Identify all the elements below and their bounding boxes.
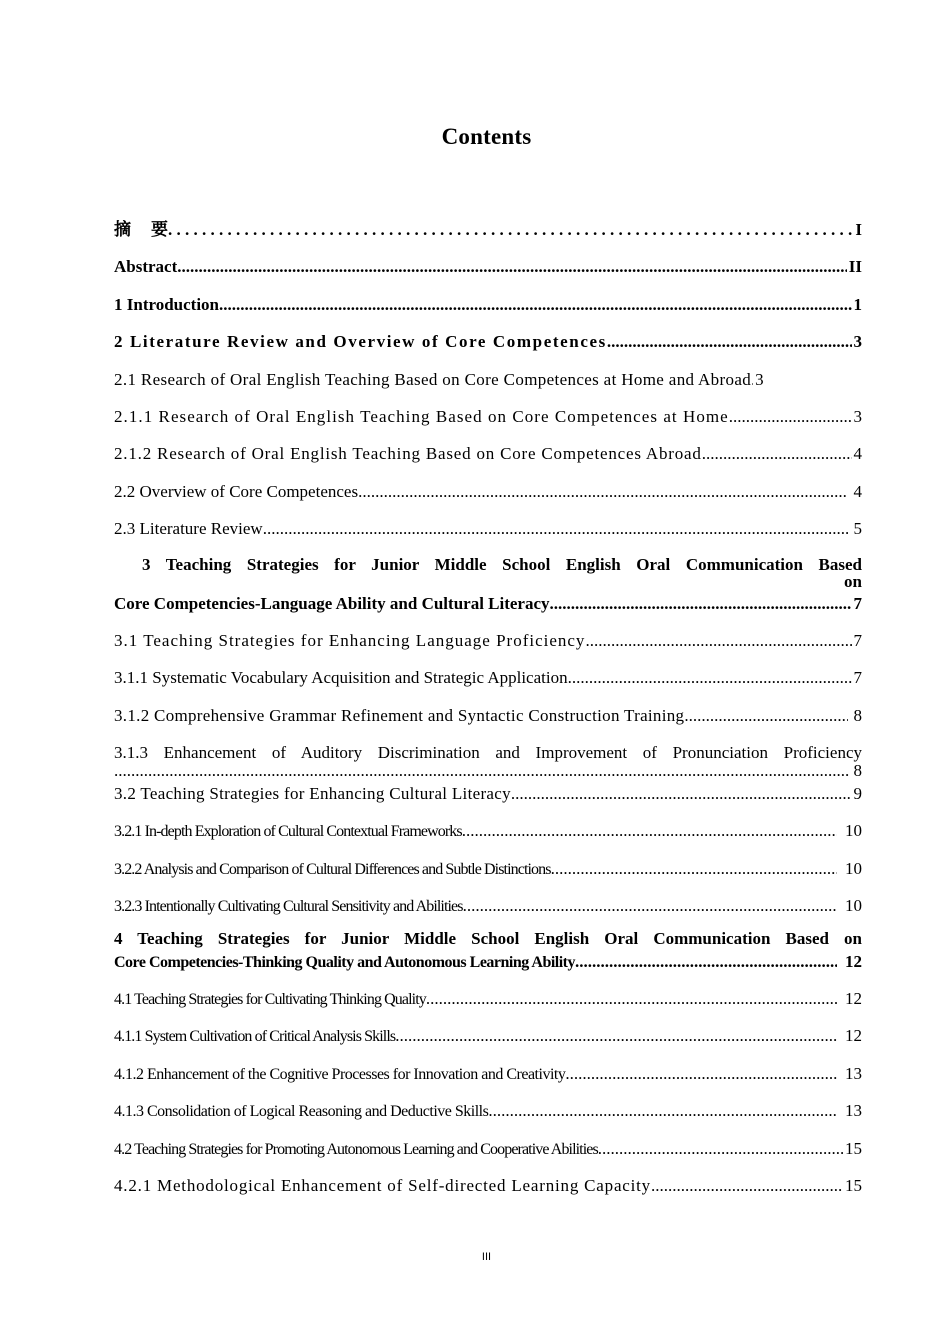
dot-leader xyxy=(598,1135,843,1163)
toc-entry-title: 2 Literature Review and Overview of Core Competences xyxy=(114,332,607,352)
toc-entry-title: 4.1 Teaching Strategies for Cultivating Thinking Quality xyxy=(114,991,426,1009)
toc-entry-page: 7 xyxy=(853,668,862,688)
toc-entry-2[interactable] xyxy=(114,328,862,365)
toc-entry-4-1-1[interactable] xyxy=(114,1022,862,1059)
toc-entry-4-1[interactable] xyxy=(114,985,862,1022)
dot-leader xyxy=(114,762,850,780)
toc-entry-2-2[interactable] xyxy=(114,478,862,515)
toc-entry-page: 12 xyxy=(845,951,862,971)
toc-entry-1[interactable] xyxy=(114,291,862,328)
dot-leader xyxy=(463,892,837,920)
toc-entry-title: 4.2 Teaching Strategies for Promoting Autonomous Learning and Cooperative Abilities xyxy=(114,1140,598,1158)
toc-entry-title: Abstract xyxy=(114,257,178,277)
toc-entry-page: 10 xyxy=(845,896,862,916)
toc-entry-page: 7 xyxy=(853,630,862,650)
toc-entry-page: 8 xyxy=(853,705,862,725)
toc-entry-page: 1 xyxy=(853,294,862,314)
toc-entry-title: 4.1.3 Consolidation of Logical Reasoning and Deductive Skills xyxy=(114,1103,489,1121)
dot-leader xyxy=(426,985,837,1013)
dot-leader xyxy=(219,291,851,319)
toc-entry-page: 7 xyxy=(853,593,862,613)
toc-entry-page: 12 xyxy=(845,989,862,1009)
toc-entry-title: 摘 要 xyxy=(114,220,168,240)
toc-entry-page: 15 xyxy=(845,1175,862,1195)
toc-entry-page: 9 xyxy=(853,784,862,804)
toc-entry-title: 1 Introduction xyxy=(114,294,220,314)
toc-entry-3-2-2[interactable] xyxy=(114,855,862,892)
dot-leader xyxy=(551,855,837,883)
toc-entry-title: 3.2.1 In-depth Exploration of Cultural Contextual Frameworks xyxy=(114,823,462,841)
page-number: III xyxy=(481,1251,492,1263)
toc-entry-2-1-2[interactable] xyxy=(114,440,862,477)
dot-leader xyxy=(651,1172,843,1200)
toc-entry-2-1-1[interactable] xyxy=(114,403,862,440)
dot-leader xyxy=(702,440,852,468)
toc-entry-page: 3 xyxy=(853,406,862,426)
toc-entry-page: 13 xyxy=(845,1101,862,1121)
toc-entry-4[interactable] xyxy=(114,930,862,948)
toc-entry-title: 2.3 Literature Review xyxy=(114,519,263,539)
toc-entry-2-3[interactable] xyxy=(114,515,862,552)
toc-entry-title-line2: Core Competencies-Language Ability and Cultural Literacy xyxy=(114,593,550,613)
dot-leader xyxy=(168,216,853,244)
toc-entry-3-1-3[interactable] xyxy=(114,739,862,780)
toc-entry-title: 3.1.2 Comprehensive Grammar Refinement and Syntactic Construction Training xyxy=(114,705,685,725)
toc-entry-page: 4 xyxy=(853,481,862,501)
dot-leader xyxy=(729,403,852,431)
toc-entry-title: 3.2.3 Intentionally Cultivating Cultural Sensitivity and Abilities xyxy=(114,898,463,916)
toc-entry-title: 2.1.1 Research of Oral English Teaching Based on Core Competences at Home xyxy=(114,406,729,426)
toc-entry-title: 3.1 Teaching Strategies for Enhancing Language Proficiency xyxy=(114,630,586,650)
toc-entry-2-1[interactable] xyxy=(114,366,862,403)
toc-entry-3-2-3[interactable] xyxy=(114,892,862,929)
toc-entry-page: 3 xyxy=(853,332,862,352)
toc-entry-3-1-2[interactable] xyxy=(114,702,862,739)
dot-leader xyxy=(263,515,848,543)
toc-entry-page: 12 xyxy=(845,1026,862,1046)
toc-entry-4-1-2[interactable] xyxy=(114,1060,862,1097)
toc-entry-title: 4.1.1 System Cultivation of Critical Analysis Skills xyxy=(114,1028,396,1046)
toc-entry-title-line2: Core Competencies-Thinking Quality and Autonomous Learning Ability xyxy=(114,953,575,971)
toc-entry-title: 2.2 Overview of Core Competences xyxy=(114,481,359,501)
toc-entry-page: 13 xyxy=(845,1063,862,1083)
toc-entry-4-2-1[interactable] xyxy=(114,1172,862,1209)
toc-entry-3[interactable] xyxy=(114,553,862,590)
dot-leader xyxy=(511,780,852,808)
toc-entry-4-2[interactable] xyxy=(114,1135,862,1172)
toc-entry-title-line1: 3 Teaching Strategies for Junior Middle School English Oral Communication Based xyxy=(142,554,862,574)
toc-entry-title: 4.2.1 Methodological Enhancement of Self-directed Learning Capacity xyxy=(114,1175,651,1195)
table-of-contents xyxy=(114,216,862,1209)
toc-entry-3-cont[interactable] xyxy=(114,590,862,627)
dot-leader xyxy=(575,948,837,976)
toc-entry-title: 3.2.2 Analysis and Comparison of Cultural Differences and Subtle Distinctions xyxy=(114,860,551,878)
toc-entry-title: 3.2 Teaching Strategies for Enhancing Cultural Literacy xyxy=(114,784,511,804)
toc-entry-3-1-1[interactable] xyxy=(114,664,862,701)
toc-entry-4-1-3[interactable] xyxy=(114,1097,862,1134)
page-title: Contents xyxy=(441,124,532,149)
toc-entry-page: 5 xyxy=(853,519,862,539)
toc-entry-title: 3.1.3 Enhancement of Auditory Discrimination and Improvement of Pronunciation Proficiency xyxy=(114,743,862,763)
dot-leader xyxy=(684,702,847,730)
toc-entry-page: I xyxy=(855,220,862,239)
dot-leader xyxy=(607,328,852,356)
dot-leader xyxy=(395,1022,837,1050)
dot-leader xyxy=(550,590,852,618)
toc-entry-3-1[interactable] xyxy=(114,627,862,664)
toc-entry-3-2[interactable] xyxy=(114,780,862,817)
toc-entry-page: 10 xyxy=(845,858,862,878)
toc-entry-title-line1-end: on xyxy=(844,571,862,591)
toc-entry-title: 3.1.1 Systematic Vocabulary Acquisition and Strategic Application xyxy=(114,668,568,688)
toc-entry-title: 2.1 Research of Oral English Teaching Based on Core Competences at Home and Abroad xyxy=(114,369,752,389)
toc-entry-page: II xyxy=(848,257,862,277)
dot-leader xyxy=(358,478,847,506)
dot-leader xyxy=(568,664,852,692)
dot-leader xyxy=(462,817,837,845)
toc-entry-page: 3 xyxy=(755,369,764,389)
toc-entry-page: 10 xyxy=(845,821,862,841)
toc-entry-3-2-1[interactable] xyxy=(114,817,862,854)
dot-leader xyxy=(585,627,851,655)
toc-entry-title: 4.1.2 Enhancement of the Cognitive Processes for Innovation and Creativity xyxy=(114,1065,566,1083)
toc-entry-leader-line xyxy=(114,762,862,780)
toc-entry-title-line1: 4 Teaching Strategies for Junior Middle School English Oral Communication Based on xyxy=(114,928,862,948)
dot-leader xyxy=(177,253,847,281)
toc-entry-title: 2.1.2 Research of Oral English Teaching Based on Core Competences Abroad xyxy=(114,444,702,464)
toc-entry-abstract[interactable] xyxy=(114,253,862,290)
toc-entry-page: 15 xyxy=(845,1138,862,1158)
toc-entry-abstract-cn[interactable] xyxy=(114,216,862,253)
toc-entry-4-cont[interactable] xyxy=(114,948,862,985)
toc-entry-page: 4 xyxy=(853,444,862,464)
toc-entry-page: 8 xyxy=(853,761,862,781)
dot-leader xyxy=(488,1097,837,1125)
dot-leader xyxy=(565,1060,837,1088)
